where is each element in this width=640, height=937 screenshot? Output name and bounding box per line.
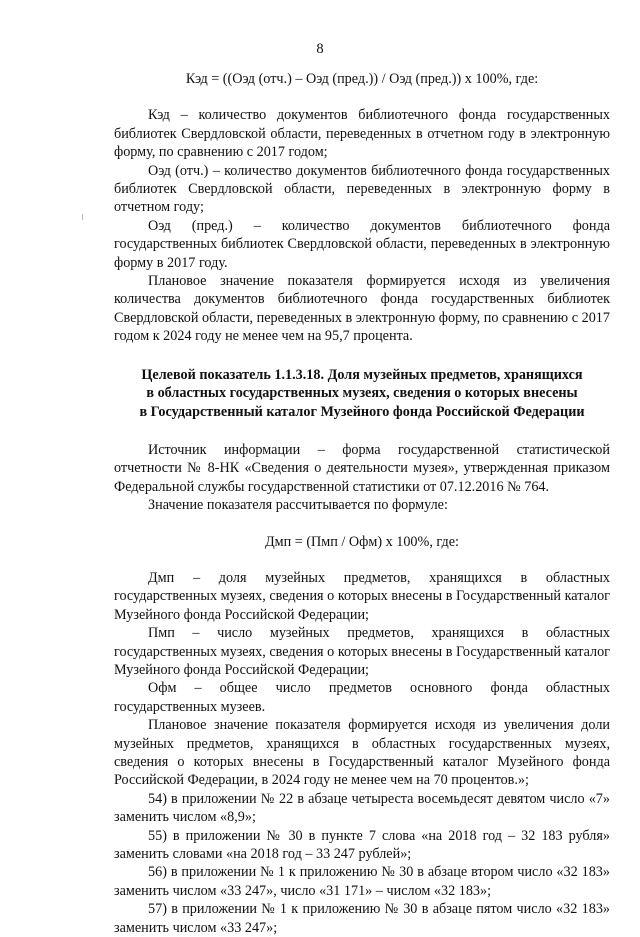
formula-dmp: Дмп = (Пмп / Офм) x 100%, где: [264, 533, 459, 550]
definition-ofm: Офм – общее число предметов основного фонда областных государственных музеев. [114, 680, 610, 715]
margin-mark [82, 214, 83, 220]
definition-pmp: Пмп – число музейных предметов, хранящихся в областных государственных музеях, сведения о которых внесены в Государственный каталог Музейного фонда Российской Федерации; [114, 625, 610, 678]
amendment-55: 55) в приложении № 30 в пункте 7 слова «на 2018 год – 32 183 рубля» заменить словами «на 2018 год – 33 247 рублей»; [114, 827, 610, 863]
heading-line-2: в областных государственных музеях, сведения о которых внесены [146, 385, 578, 402]
document-body [114, 70, 610, 937]
planned-value-paragraph-1: Плановое значение показателя формируется исходя из увеличения количества документов библиотечного фонда государственных библиотек Свердловской области, переведенных в электронную форму, по сравнению с 2017 годом к 2024 году не менее чем на 95,7 процента. [114, 273, 610, 345]
heading-line-3: в Государственный каталог Музейного фонда Российской Федерации [139, 403, 585, 420]
planned-value-paragraph-2: Плановое значение показателя формируется исходя из увеличения доли музейных предметов, хранящихся в областных государственных музеях, сведения о которых внесены в Государственный каталог Музейного фонда Российской Федерации, в 2024 году не менее чем на 70 процентов.»; [114, 717, 610, 789]
definition-oed-previous: Оэд (пред.) – количество документов библиотечного фонда государственных библиотек Свердловской области, переведенных в электронную форму в 2017 году. [114, 217, 610, 271]
amendment-54: 54) в приложении № 22 в абзаце четыреста восемьдесят девятом число «7» заменить числом «8,9»; [114, 790, 610, 826]
definition-oed-current: Оэд (отч.) – количество документов библиотечного фонда государственных библиотек Свердловской области, переведенных в электронную форму в отчетном году; [114, 162, 610, 216]
calc-intro: Значение показателя рассчитывается по формуле: [148, 497, 448, 514]
definition-ked: Кэд – количество документов библиотечного фонда государственных библиотек Свердловской области, переведенных в отчетном году в электронную форму, по сравнению с 2017 годом; [114, 107, 610, 161]
source-paragraph: Источник информации – форма государственной статистической отчетности № 8-НК «Сведения о деятельности музея», утвержденная приказом Федеральной службы государственной статистики от 07.12.2016 № 764. [114, 441, 610, 495]
heading-line-1: Целевой показатель 1.1.3.18. Доля музейных предметов, хранящихся [141, 366, 583, 383]
section-heading [114, 366, 610, 421]
page-number: 8 [316, 41, 324, 57]
amendment-56: 56) в приложении № 1 к приложению № 30 в абзаце втором число «32 183» заменить числом «33 247», число «31 171» – числом «32 183»; [114, 864, 610, 899]
amendment-57: 57) в приложении № 1 к приложению № 30 в абзаце пятом число «32 183» заменить числом «33 247»; [114, 901, 610, 936]
definition-dmp: Дмп – доля музейных предметов, хранящихся в областных государственных музеях, сведения о которых внесены в Государственный каталог Музейного фонда Российской Федерации; [114, 569, 610, 623]
formula-ked: Кэд = ((Оэд (отч.) – Оэд (пред.)) / Оэд (пред.)) x 100%, где: [185, 71, 539, 87]
